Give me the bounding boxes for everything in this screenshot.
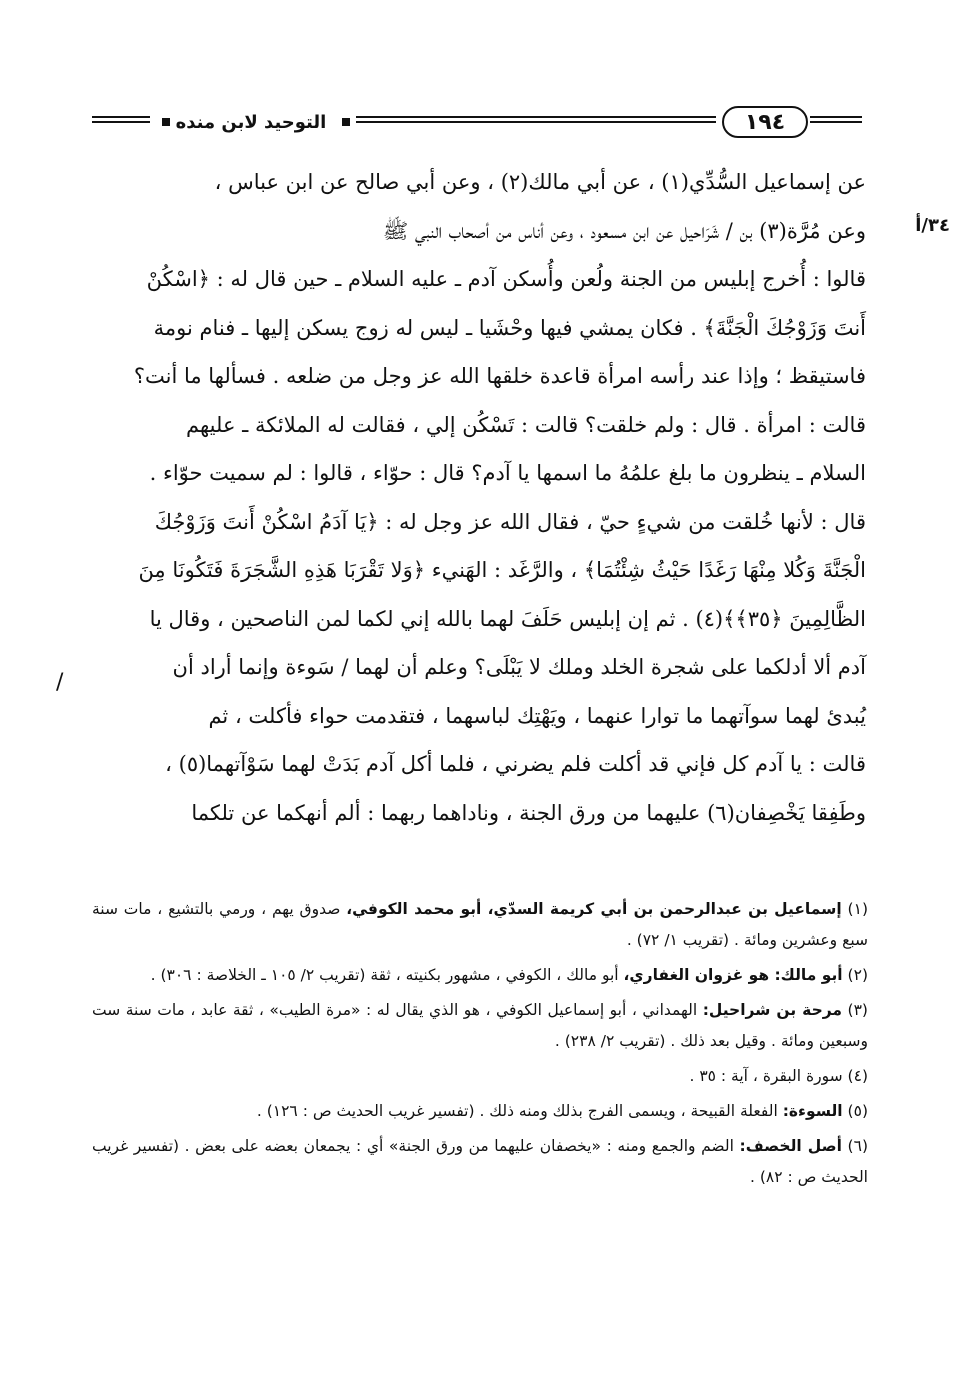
footnote-text: الضم والجمع ومنه : «يخصفان عليهما من ورق الجنة» أي : يجمعان بعضه على بعض . (تفسير غريب الحديث ص : ٨٢) . — [92, 1137, 868, 1186]
footnotes — [92, 894, 868, 1197]
running-header — [92, 108, 862, 138]
footnote-number: (٤) — [847, 1067, 868, 1085]
main-text — [96, 158, 866, 837]
footnote-heading: أصل الخصف: — [739, 1137, 842, 1155]
body-line: الظَّالِمِينَ ﴿٣٥﴾﴾(٤) . ثم إن إبليس حَلَفَ لهما بالله إني لكما لمن الناصحين ، وقال يا — [149, 606, 866, 631]
footnote — [92, 1096, 868, 1127]
footnote-text: الهمداني ، أبو إسماعيل الكوفي ، هو الذي يقال له : «مرة الطيب» ، ثقة عابد ، مات سنة ست وسبعين ومائة . وقيل بعد ذلك . (تقريب ٢/ ٢٣٨) . — [92, 1001, 868, 1050]
page-number: ١٩٤ — [722, 106, 808, 138]
book-title: التوحيد لابن منده — [175, 112, 327, 133]
footnote — [92, 1131, 868, 1193]
header-rule-right — [810, 116, 862, 128]
footnote — [92, 894, 868, 956]
body-line: قالت : يا آدم كل فإني قد أكلت فلم يضرني ، فلما أكل آدم بَدَتْ لهما سَوْآتهما(٥) ، — [165, 752, 866, 776]
footnote — [92, 1061, 868, 1092]
header-rule-left — [92, 116, 150, 128]
body-line: آدم ألا أدلكما على شجرة الخلد وملك لا يَبْلَى؟ وعلم أن لهما / سَوءة وإنما أراد أن — [172, 655, 866, 679]
body-line: فاستيقظ ؛ وإذا عند رأسه امرأة قاعدة خلقها الله عز وجل من ضلعه . فسألها ما أنت؟ — [133, 364, 866, 388]
footnote-number: (٢) — [847, 966, 868, 984]
footnote-text: صدوق يهم ، ورمي بالتشيع ، مات سنة سبع وعشرين ومائة . (تقريب ١/ ٧٢) . — [92, 900, 868, 949]
footnote-heading: إسماعيل بن عبدالرحمن بن أبي كريمة السدّي، أبو محمد الكوفي، — [346, 900, 842, 918]
footnote-heading: السوءة: — [782, 1102, 843, 1120]
body-line: يُبدئ لهما سوآتهما ما توارا عنهما ، ويَهْتِك لباسهما ، فتقدمت حواء فأكلت ، ثم — [208, 703, 866, 728]
margin-slash-marker: / — [56, 670, 64, 695]
body-line: قالوا : أُخرج إبليس من الجنة ولُعن وأُسكن آدم ـ عليه السلام ـ حين قال له : ﴿اسْكُنْ — [146, 267, 866, 291]
footnote-number: (١) — [847, 900, 868, 918]
footnote-heading: مرحة بن شراحيل: — [702, 1001, 842, 1019]
body-line: عن إسماعيل السُّدِّي(١) ، عن أبي مالك(٢) ، وعن أبي صالح عن ابن عباس ، — [214, 170, 866, 194]
footnote-text: سورة البقرة ، آية : ٣٥ . — [689, 1067, 843, 1085]
body-line: الْجَنَّةَ وَكُلا مِنْهَا رَغَدًا حَيْثُ شِئْتُمَا﴾ ، والرَّغَد : الهَنيء ﴿وَلا تَقْرَبَا هَذِهِ الشَّجَرَةَ فَتَكُونَا مِنَ — [138, 558, 866, 582]
body-line: السلام ـ ينظرون ما بلغ علمُهُ ما اسمها يا آدم؟ قال : حوّاء ، قالوا : لم سميت حوّاء . — [149, 461, 866, 485]
footnote-heading: أبو مالك: هو غزوان الغفاري، — [623, 966, 843, 984]
footnote-text: أبو مالك ، الكوفي ، مشهور بكنيته ، ثقة (تقريب ٢/ ١٠٥ ـ الخلاصة : ٣٠٦) . — [150, 966, 619, 984]
body-line: قال : لأنها خُلقت من شيءٍ حيّ ، فقال الله عز وجل له : ﴿يَا آدَمُ اسْكُنْ أَنتَ وَزَوْجُكَ — [154, 509, 866, 534]
footnote — [92, 995, 868, 1057]
header-rule-mid — [356, 116, 716, 128]
header-square-mid — [342, 118, 350, 126]
footnote — [92, 960, 868, 991]
footnote-text: الفعلة القبيحة ، ويسمى الفرج بذلك ومنه ذلك . (تفسير غريب الحديث ص : ١٢٦) . — [256, 1102, 778, 1120]
body-line: أَنتَ وَزَوْجُكَ الْجَنَّةَ﴾ . فكان يمشي فيها وحْشَيا ـ ليس له زوج يسكن إليها ـ فنام نومة — [153, 315, 866, 340]
footnote-number: (٥) — [847, 1102, 868, 1120]
manuscript-folio-marker: ٣٤/أ — [915, 215, 950, 236]
body-line: قالت : امرأة . قال : ولم خلقت؟ قالت : تَسْكُن إلي ، فقالت له الملائكة ـ عليهم — [186, 412, 866, 437]
body-line: وطَفِقا يَخْصِفان(٦) عليهما من ورق الجنة ، وناداهما ربهما : ألم أنهكما عن تلكما — [191, 800, 866, 825]
footnote-number: (٣) — [847, 1001, 868, 1019]
body-line: وعن مُرَّة(٣) بن / شَرَاحيل عن ابن مسعود ، وعن أناس من أصحاب النبي ﷺ — [382, 218, 866, 243]
footnote-number: (٦) — [847, 1137, 868, 1155]
